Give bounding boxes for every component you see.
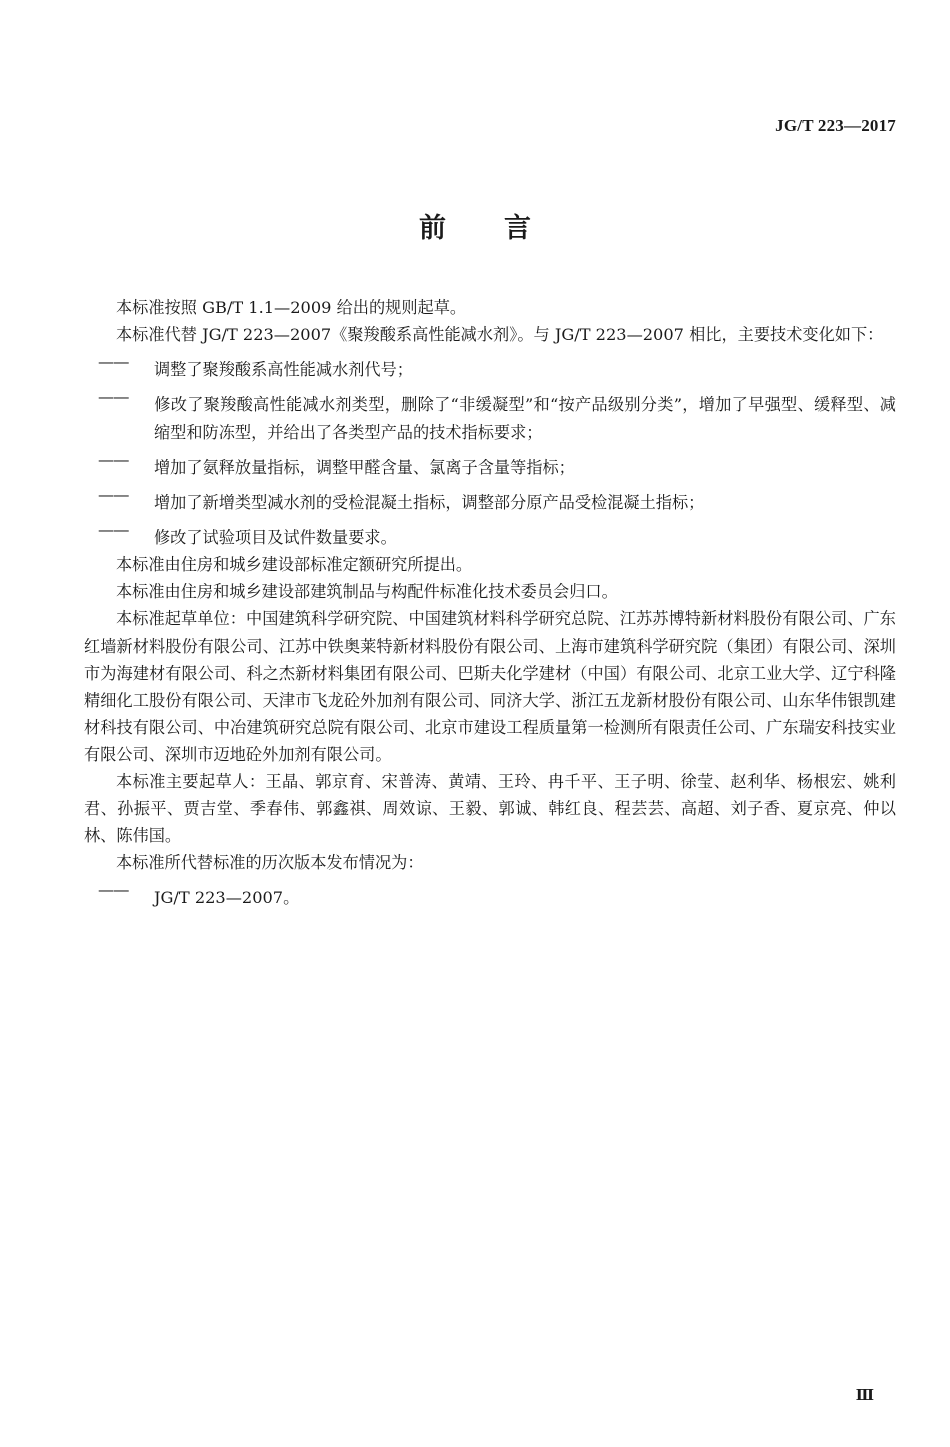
list-item-text: JG/T 223—2007。	[154, 888, 300, 908]
dash-marker: ——	[98, 520, 129, 540]
list-item-text: 修改了试验项目及试件数量要求。	[154, 528, 397, 548]
list-item-change	[84, 446, 896, 481]
list-item-text: 增加了新增类型减水剂的受检混凝土指标，调整部分原产品受检混凝土指标；	[154, 492, 705, 512]
paragraph-drafting-units: 本标准起草单位：中国建筑科学研究院、中国建筑材料科学研究总院、江苏苏博特新材料股份有限公司、广东红墙新材料股份有限公司、江苏中铁奥莱特新材料股份有限公司、上海市建筑科学研究院（集团）有限公司、深圳市为海建材有限公司、科之杰新材料集团有限公司、巴斯夫化学建材（中国）有限公司、北京工业大学、辽宁科隆精细化工股份有限公司、天津市飞龙砼外加剂有限公司、同济大学、浙江五龙新材股份有限公司、山东华伟银凯建材科技有限公司、中冶建筑研究总院有限公司、北京市建设工程质量第一检测所有限责任公司、广东瑞安科技实业有限公司、深圳市迈地砼外加剂有限公司。	[84, 609, 896, 764]
list-item-text: 调整了聚羧酸系高性能减水剂代号；	[154, 360, 413, 380]
standard-code-header: JG/T 223—2017	[775, 116, 896, 135]
page-number: Ⅲ	[855, 1388, 874, 1404]
paragraph-previous-editions: 本标准所代替标准的历次版本发布情况为：	[116, 853, 424, 873]
list-item-change	[84, 481, 896, 516]
paragraph-drafters: 本标准主要起草人：王晶、郭京育、宋普涛、黄靖、王玲、冉千平、王子明、徐莹、赵利华、杨根宏、姚利君、孙振平、贾吉堂、季春伟、郭鑫祺、周效谅、王毅、郭诚、韩红良、程芸芸、高超、刘子香、夏京亮、仲以林、陈伟国。	[84, 771, 896, 846]
list-item-change	[84, 348, 896, 383]
paragraph-under-jurisdiction: 本标准由住房和城乡建设部建筑制品与构配件标准化技术委员会归口。	[116, 582, 618, 602]
foreword-body	[84, 294, 896, 912]
dash-marker: ——	[98, 449, 129, 469]
paragraph-replacement: 本标准代替 JG/T 223—2007《聚羧酸系高性能减水剂》。与 JG/T 223—2007 相比，主要技术变化如下：	[116, 325, 884, 345]
list-item-text: 增加了氨释放量指标，调整甲醛含量、氯离子含量等指标；	[154, 457, 575, 477]
list-item-text: 修改了聚羧酸高性能减水剂类型，删除了“非缓凝型”和“按产品级别分类”，增加了早强型、缓释型、减缩型和防冻型，并给出了各类型产品的技术指标要求；	[154, 395, 896, 442]
dash-marker: ——	[98, 484, 129, 504]
paragraph-proposed-by: 本标准由住房和城乡建设部标准定额研究所提出。	[116, 555, 473, 575]
list-item-edition	[84, 876, 896, 911]
list-item-change	[84, 516, 896, 551]
page-title: 前言	[419, 213, 589, 244]
dash-marker: ——	[98, 387, 129, 407]
list-item-change	[84, 383, 896, 445]
dash-marker: ——	[98, 352, 129, 372]
dash-marker: ——	[98, 880, 129, 900]
paragraph-drafting-rules: 本标准按照 GB/T 1.1—2009 给出的规则起草。	[116, 298, 467, 317]
